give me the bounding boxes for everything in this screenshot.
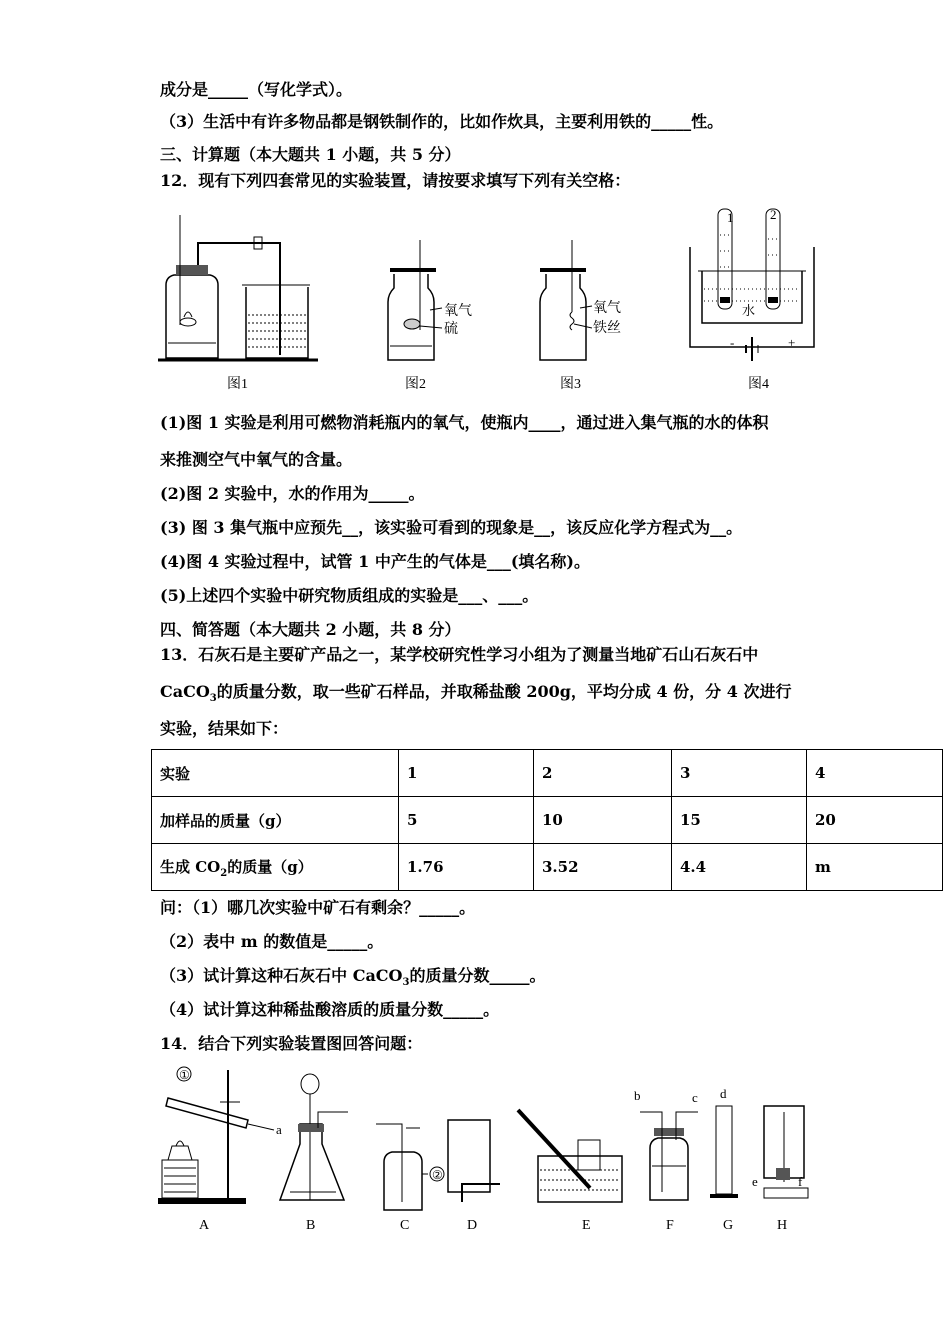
table-cell: 实验 [152, 750, 399, 797]
section-heading: 四、简答题（本大题共 2 小题，共 8 分） [160, 620, 461, 639]
text-line: (3) 图 3 集气瓶中应预先__，该实验可看到的现象是__，该反应化学方程式为__。 [160, 518, 743, 537]
caption-fig1: 图1 [227, 377, 248, 392]
label-b: b [634, 1088, 641, 1103]
figure-2 [384, 240, 484, 365]
table-cell: m [807, 844, 943, 891]
table-cell: 3 [672, 750, 807, 797]
figure-3 [536, 240, 636, 365]
label-water: 水 [742, 303, 756, 318]
table-cell: 5 [399, 797, 534, 844]
label-oxygen: 氧气 [444, 304, 472, 319]
text-line: （4）试计算这种稀盐酸溶质的质量分数_____。 [160, 1000, 500, 1019]
text-span: CaCO [160, 682, 210, 701]
label-sulfur: 硫 [444, 322, 458, 337]
apparatus-f [634, 1088, 698, 1200]
label-a: a [276, 1122, 282, 1137]
text-span: （3）试计算这种石灰石中 CaCO [160, 966, 403, 985]
text-line [160, 682, 791, 709]
text-line: （3）生活中有许多物品都是钢铁制作的，比如作炊具，主要利用铁的_____性。 [160, 112, 724, 131]
text-line: （2）表中 m 的数值是_____。 [160, 932, 384, 951]
text-line: 问：（1）哪几次实验中矿石有剩余？_____。 [160, 898, 476, 917]
label-plus: + [788, 335, 796, 350]
text-line: (4)图 4 实验过程中，试管 1 中产生的气体是___(填名称)。 [160, 552, 590, 571]
table-cell: 1 [399, 750, 534, 797]
apparatus-figure [150, 1062, 830, 1242]
text-line: (2)图 2 实验中，水的作用为_____。 [160, 484, 425, 503]
subscript: 3 [209, 693, 217, 705]
table-cell: 4.4 [672, 844, 807, 891]
label-e: e [752, 1174, 758, 1189]
caption-h: H [777, 1218, 788, 1233]
subscript: 3 [402, 977, 410, 989]
label-d: d [720, 1086, 727, 1101]
text-span: 的质量分数，取一些矿石样品，并取稀盐酸 200g，平均分成 4 份，分 4 次进行 [216, 682, 792, 701]
caption-fig2: 图2 [405, 377, 426, 392]
caption-g: G [723, 1218, 734, 1233]
section-heading: 三、计算题（本大题共 1 小题，共 5 分） [160, 145, 461, 164]
apparatus-d [448, 1120, 500, 1202]
label-f: f [798, 1174, 803, 1189]
apparatus-g [710, 1086, 738, 1198]
text-span: 的质量（g） [227, 857, 313, 876]
caption-d: D [467, 1218, 478, 1233]
caption-fig4: 图4 [748, 377, 769, 392]
question-12: 12．现有下列四套常见的实验装置，请按要求填写下列有关空格： [160, 171, 631, 190]
caption-a: A [199, 1218, 210, 1233]
figure-4 [684, 205, 824, 365]
table-cell: 加样品的质量（g） [152, 797, 399, 844]
results-table [151, 749, 943, 891]
label-1: ① [179, 1068, 190, 1082]
tube-1-label: 1 [727, 210, 734, 225]
apparatus-h [752, 1106, 808, 1198]
tube-2-label: 2 [770, 207, 777, 222]
table-cell [152, 844, 399, 891]
table-row [152, 797, 943, 844]
text-line: 来推测空气中氧气的含量。 [160, 450, 353, 469]
label-2: ② [432, 1168, 443, 1182]
caption-f: F [666, 1218, 674, 1233]
apparatus-b [280, 1074, 348, 1200]
label-minus: - [730, 335, 735, 350]
table-row [152, 750, 943, 797]
table-cell: 3.52 [534, 844, 672, 891]
table-cell: 20 [807, 797, 943, 844]
text-line: (1)图 1 实验是利用可燃物消耗瓶内的氧气，使瓶内____，通过进入集气瓶的水的体积 [160, 413, 769, 432]
caption-c: C [400, 1218, 410, 1233]
figure-1 [158, 215, 320, 365]
table-cell: 1.76 [399, 844, 534, 891]
caption-e: E [582, 1218, 591, 1233]
label-c: c [692, 1090, 698, 1105]
apparatus-e [518, 1110, 622, 1202]
subscript: 2 [220, 867, 228, 879]
apparatus-c [376, 1124, 444, 1210]
text-span: 生成 CO [160, 857, 221, 876]
question-13: 13．石灰石是主要矿产品之一，某学校研究性学习小组为了测量当地矿石山石灰石中 [160, 645, 759, 664]
label-iron-wire: 铁丝 [593, 321, 621, 336]
caption-fig3: 图3 [560, 377, 581, 392]
text-span: 的质量分数_____。 [409, 966, 546, 985]
text-line: (5)上述四个实验中研究物质组成的实验是___、___。 [160, 586, 539, 605]
table-row [152, 844, 943, 891]
text-line [160, 966, 545, 993]
apparatus-a [158, 1067, 282, 1204]
text-line: 实验，结果如下： [160, 719, 289, 738]
label-oxygen: 氧气 [593, 301, 621, 316]
caption-b: B [306, 1218, 316, 1233]
table-cell: 15 [672, 797, 807, 844]
table-cell: 10 [534, 797, 672, 844]
table-cell: 2 [534, 750, 672, 797]
table-cell: 4 [807, 750, 943, 797]
question-14: 14．结合下列实验装置图回答问题： [160, 1034, 423, 1053]
text-line: 成分是_____（写化学式）。 [160, 80, 353, 99]
